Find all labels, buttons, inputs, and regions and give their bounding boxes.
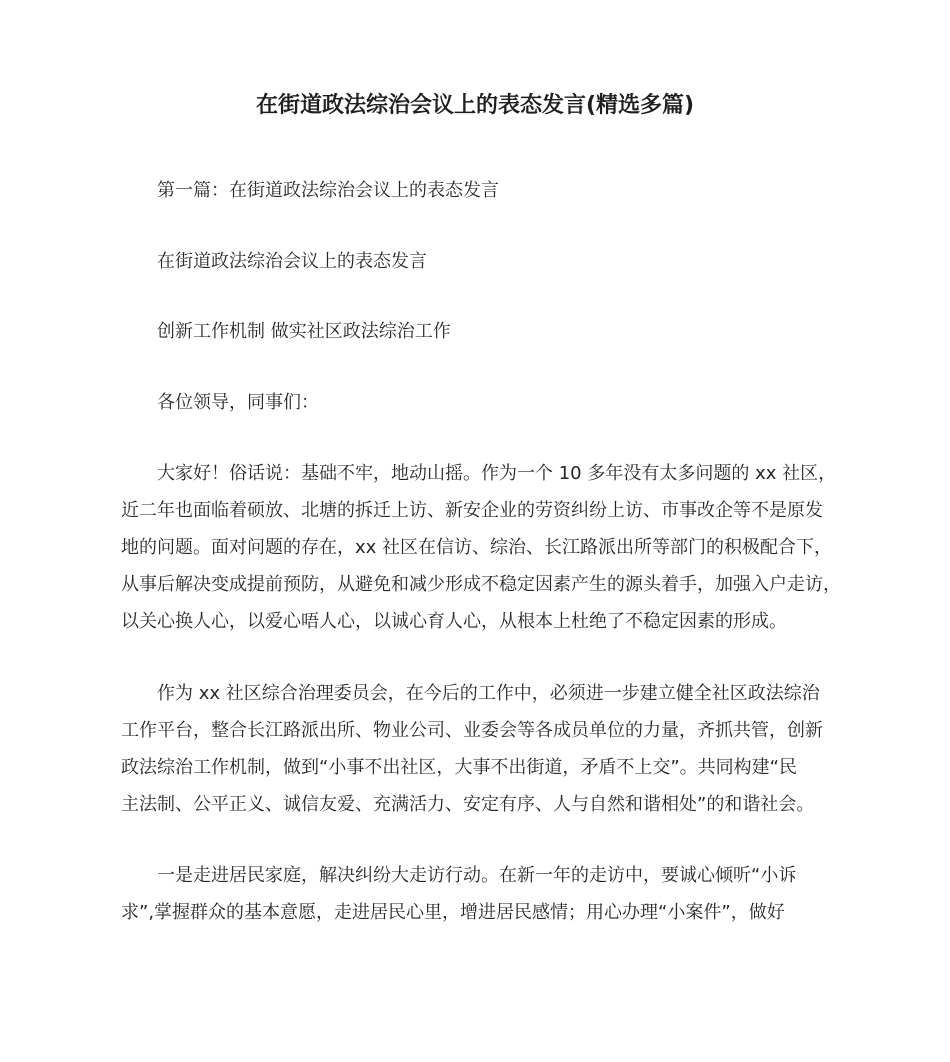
paragraph-chapter-heading — [121, 172, 841, 209]
paragraph-salutation — [121, 384, 841, 421]
paragraph-line: 政法综治工作机制，做到“小事不出社区，大事不出街道，矛盾不上交”。共同构建“民 — [121, 757, 797, 778]
paragraph-line: 在街道政法综治会议上的表态发言 — [157, 251, 427, 272]
paragraph-line: 创新工作机制 做实社区政法综治工作 — [157, 321, 451, 342]
paragraph-line: 求”,掌握群众的基本意愿，走进居民心里，增进居民感情；用心办理“小案件”，做好 — [121, 902, 785, 923]
paragraph-line: 以关心换人心，以爱心唔人心，以诚心育人心，从根本上杜绝了不稳定因素的形成。 — [121, 611, 787, 632]
paragraph-body-2 — [121, 675, 841, 823]
paragraph-line: 各位领导，同事们： — [157, 392, 319, 413]
paragraph-body-3 — [121, 857, 841, 931]
paragraph-line: 作为 xx 社区综合治理委员会，在今后的工作中，必须进一步建立健全社区政法综治 — [157, 683, 820, 704]
paragraph-line: 一是走进居民家庭，解决纠纷大走访行动。在新一年的走访中，要诚心倾听“小诉 — [157, 865, 797, 886]
paragraph-line: 主法制、公平正义、诚信友爱、充满活力、安定有序、人与自然和谐相处”的和谐社会。 — [121, 794, 815, 815]
paragraph-speech-title — [121, 243, 841, 280]
paragraph-line: 大家好！俗话说：基础不牢，地动山摇。作为一个 10 多年没有太多问题的 xx 社区， — [157, 463, 837, 484]
paragraph-line: 地的问题。面对问题的存在，xx 社区在信访、综治、长江路派出所等部门的积极配合下， — [121, 537, 833, 558]
paragraph-speech-subtitle — [121, 313, 841, 350]
paragraph-line: 第一篇：在街道政法综治会议上的表态发言 — [157, 180, 499, 201]
paragraph-line: 近二年也面临着硕放、北塘的拆迁上访、新安企业的劳资纠纷上访、市事改企等不是原发 — [121, 500, 823, 521]
document-title: 在街道政法综治会议上的表态发言(精选多篇) — [255, 93, 695, 118]
paragraph-line: 从事后解决变成提前预防，从避免和减少形成不稳定因素产生的源头着手，加强入户走访， — [121, 574, 841, 595]
paragraph-line: 工作平台，整合长江路派出所、物业公司、业委会等各成员单位的力量，齐抓共管，创新 — [121, 720, 823, 741]
paragraph-body-1 — [121, 455, 841, 640]
